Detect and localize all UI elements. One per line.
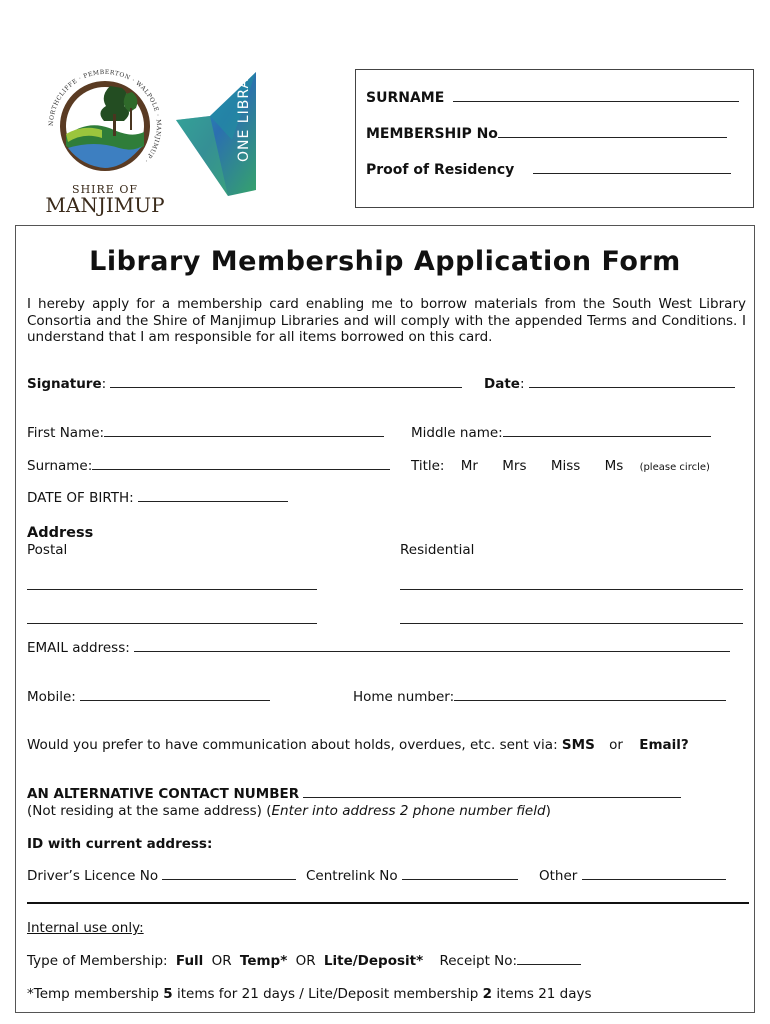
centrelink-blank[interactable] bbox=[402, 869, 518, 880]
signature-field[interactable] bbox=[27, 376, 462, 392]
form-title: Library Membership Application Form bbox=[89, 246, 681, 277]
please-circle-note: (please circle) bbox=[639, 462, 710, 473]
section-divider bbox=[27, 902, 749, 904]
membership-no-blank[interactable] bbox=[498, 127, 727, 138]
internal-use-label: Internal use only: bbox=[27, 920, 144, 936]
sms-option[interactable]: SMS bbox=[561, 737, 595, 753]
home-number-blank[interactable] bbox=[454, 690, 726, 701]
alternative-contact-blank[interactable] bbox=[303, 787, 681, 798]
id-heading: ID with current address: bbox=[27, 836, 213, 852]
middle-name-field[interactable] bbox=[411, 425, 711, 441]
other-id-label: Other bbox=[539, 868, 578, 884]
footnote-part-2: items for 21 days / Lite/Deposit membership bbox=[176, 986, 479, 1002]
postal-line-1[interactable] bbox=[27, 578, 317, 594]
surname-office-field[interactable] bbox=[366, 90, 739, 106]
date-of-birth-field[interactable] bbox=[27, 490, 288, 506]
membership-lite-option[interactable]: Lite/Deposit* bbox=[323, 953, 424, 969]
alternative-contact-note bbox=[27, 803, 551, 819]
membership-no-field[interactable] bbox=[366, 126, 727, 142]
home-number-field[interactable] bbox=[353, 689, 726, 705]
address-heading: Address bbox=[27, 525, 94, 541]
signature-colon: : bbox=[101, 376, 107, 392]
other-id-blank[interactable] bbox=[582, 869, 726, 880]
title-label: Title: bbox=[411, 458, 445, 474]
membership-footnote bbox=[27, 986, 592, 1002]
one-library-logo bbox=[172, 70, 262, 202]
date-field[interactable] bbox=[484, 376, 735, 392]
proof-of-residency-blank[interactable] bbox=[533, 163, 731, 174]
email-option[interactable]: Email? bbox=[639, 737, 689, 753]
mobile-label: Mobile: bbox=[27, 689, 76, 705]
membership-temp-option[interactable]: Temp* bbox=[239, 953, 288, 969]
alt-note-suffix: ) bbox=[545, 803, 551, 819]
footnote-part-1: *Temp membership bbox=[27, 986, 159, 1002]
proof-of-residency-label: Proof of Residency bbox=[366, 162, 515, 178]
alt-note-prefix: (Not residing at the same address) ( bbox=[27, 803, 272, 819]
signature-blank[interactable] bbox=[110, 377, 462, 388]
alternative-contact-label: AN ALTERNATIVE CONTACT NUMBER bbox=[27, 786, 300, 802]
or-caps-2: OR bbox=[295, 953, 316, 969]
middle-name-blank[interactable] bbox=[503, 426, 711, 437]
office-details-box bbox=[355, 69, 754, 208]
signature-label: Signature bbox=[27, 376, 102, 392]
centrelink-field[interactable] bbox=[306, 868, 518, 884]
first-name-field[interactable] bbox=[27, 425, 384, 441]
footnote-lite-count: 2 bbox=[482, 986, 493, 1002]
title-field bbox=[411, 458, 710, 474]
email-blank[interactable] bbox=[134, 641, 730, 652]
email-label: EMAIL address: bbox=[27, 640, 130, 656]
proof-of-residency-field[interactable] bbox=[366, 162, 731, 178]
alternative-contact-field[interactable] bbox=[27, 786, 681, 802]
surname-field[interactable] bbox=[27, 458, 390, 474]
or-caps-1: OR bbox=[211, 953, 232, 969]
membership-type-label: Type of Membership: bbox=[27, 953, 168, 969]
alt-note-italic: Enter into address 2 phone number field bbox=[271, 803, 546, 819]
other-id-field[interactable] bbox=[539, 868, 726, 884]
receipt-no-label: Receipt No: bbox=[439, 953, 518, 969]
residential-label: Residential bbox=[400, 542, 475, 558]
email-field[interactable] bbox=[27, 640, 730, 656]
surname-blank[interactable] bbox=[92, 459, 390, 470]
logo-ring-text: NORTHCLIFFE · PEMBERTON · WALPOLE · MANJIMUP · bbox=[47, 68, 163, 164]
postal-line-2[interactable] bbox=[27, 612, 317, 628]
residential-line-2[interactable] bbox=[400, 612, 743, 628]
membership-full-option[interactable]: Full bbox=[175, 953, 204, 969]
logo-shire-of-text: SHIRE OF bbox=[72, 183, 138, 196]
communication-question: Would you prefer to have communication about holds, overdues, etc. sent via: bbox=[27, 737, 558, 753]
drivers-licence-field[interactable] bbox=[27, 868, 296, 884]
date-colon: : bbox=[519, 376, 525, 392]
middle-name-label: Middle name: bbox=[411, 425, 503, 441]
membership-type-row bbox=[27, 953, 581, 969]
or-text: or bbox=[609, 737, 623, 753]
residential-line-1[interactable] bbox=[400, 578, 743, 594]
shire-of-manjimup-logo bbox=[44, 66, 166, 216]
mobile-field[interactable] bbox=[27, 689, 270, 705]
surname-office-label: SURNAME bbox=[366, 90, 445, 106]
intro-paragraph: I hereby apply for a membership card enabling me to borrow materials from the South West Library Consortia and the Shire of Manjimup Libraries and will comply with the appended Terms and Conditions. I understand that I am responsible for all items borrowed on this card. bbox=[27, 296, 746, 345]
mobile-blank[interactable] bbox=[80, 690, 270, 701]
one-library-text: ONE LIBRARY bbox=[236, 70, 252, 162]
first-name-blank[interactable] bbox=[104, 426, 384, 437]
logo-manjimup-text: MANJIMUP bbox=[45, 193, 165, 216]
surname-label: Surname: bbox=[27, 458, 93, 474]
home-number-label: Home number: bbox=[353, 689, 455, 705]
title-option-mrs[interactable]: Mrs bbox=[502, 458, 527, 474]
title-option-miss[interactable]: Miss bbox=[550, 458, 581, 474]
title-option-mr[interactable]: Mr bbox=[460, 458, 478, 474]
date-blank[interactable] bbox=[529, 377, 735, 388]
centrelink-label: Centrelink No bbox=[306, 868, 398, 884]
receipt-no-blank[interactable] bbox=[517, 954, 581, 965]
drivers-licence-label: Driver’s Licence No bbox=[27, 868, 159, 884]
surname-office-blank[interactable] bbox=[453, 91, 739, 102]
first-name-label: First Name: bbox=[27, 425, 105, 441]
footnote-part-3: items 21 days bbox=[496, 986, 592, 1002]
date-of-birth-blank[interactable] bbox=[138, 491, 288, 502]
communication-preference bbox=[27, 737, 689, 753]
membership-no-label: MEMBERSHIP No bbox=[366, 126, 498, 142]
footnote-temp-count: 5 bbox=[163, 986, 173, 1002]
title-option-ms[interactable]: Ms bbox=[604, 458, 624, 474]
drivers-licence-blank[interactable] bbox=[162, 869, 296, 880]
date-label: Date bbox=[484, 376, 520, 392]
date-of-birth-label: DATE OF BIRTH: bbox=[27, 490, 134, 506]
postal-label: Postal bbox=[27, 542, 68, 558]
